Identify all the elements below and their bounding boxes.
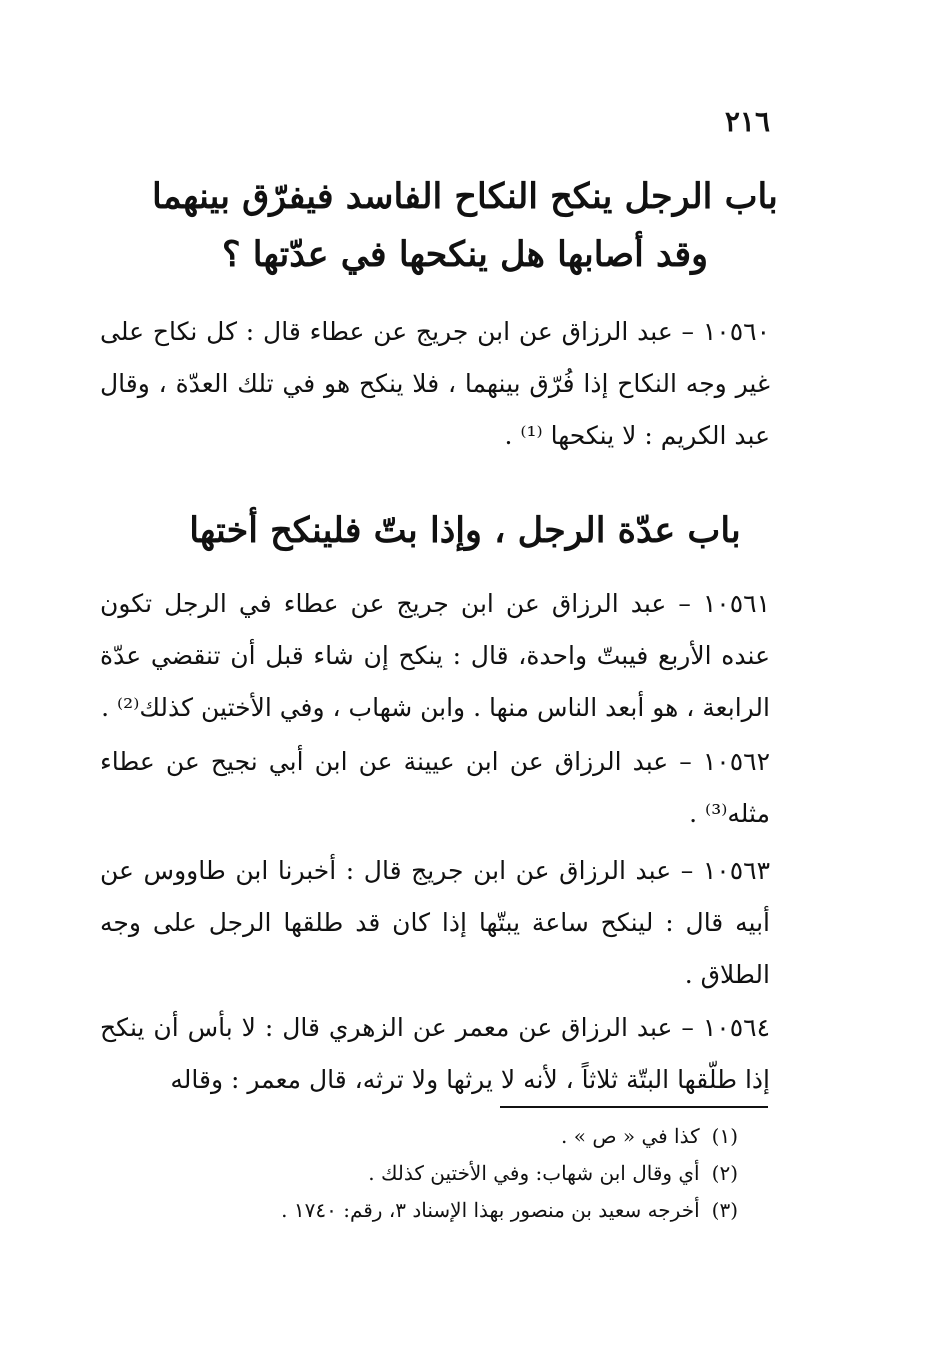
footnote-divider <box>500 1106 768 1108</box>
chapter-heading-1: باب الرجل ينكح النكاح الفاسد فيفرّق بينهما وقد أصابها هل ينكحها في عدّتها ؟ <box>152 176 778 275</box>
footnote-1 <box>150 1118 738 1155</box>
footnote-text: أخرجه سعيد بن منصور بهذا الإسناد ٣، رقم: ١٧٤٠ . <box>281 1198 700 1222</box>
footnote-text: كذا في « ص » . <box>561 1124 700 1148</box>
footnote-3 <box>150 1192 738 1229</box>
page-number: ٢١٦ <box>724 105 770 138</box>
footnote-number: (٣) <box>711 1198 738 1222</box>
footnote-number: (٢) <box>711 1161 738 1185</box>
hadith-10564: ١٠٥٦٤ – عبد الرزاق عن معمر عن الزهري قال : لا بأس أن ينكح إذا طلّقها البتّة ثلاثاً ، لأنه لا يرثها ولا ترثه، قال معمر : وقاله <box>100 1013 770 1094</box>
hadith-10562: ١٠٥٦٢ – عبد الرزاق عن ابن عيينة عن ابن أبي نجيح عن عطاء مثله⁽³⁾ . <box>100 747 770 828</box>
hadith-10563: ١٠٥٦٣ – عبد الرزاق عن ابن جريج قال : أخبرنا ابن طاووس عن أبيه قال : لينكح ساعة يبتّها إذا كان قد طلقها الرجل على وجه الطلاق . <box>100 856 770 989</box>
hadith-10560: ١٠٥٦٠ – عبد الرزاق عن ابن جريج عن عطاء قال : كل نكاح على غير وجه النكاح إذا فُرّق بينهما ، فلا ينكح هو في تلك العدّة ، وقال عبد الكريم : لا ينكحها ⁽¹⁾ . <box>100 317 770 450</box>
footnote-2 <box>150 1155 738 1192</box>
footnote-text: أي وقال ابن شهاب: وفي الأختين كذلك . <box>368 1161 700 1185</box>
hadith-10561: ١٠٥٦١ – عبد الرزاق عن ابن جريج عن عطاء في الرجل تكون عنده الأربع فيبتّ واحدة، قال : ينكح إن شاء قبل أن تنقضي عدّة الرابعة ، هو أبعد الناس منها . وابن شهاب ، وفي الأختين كذلك⁽²⁾ . <box>100 589 770 722</box>
footnotes <box>150 1118 738 1229</box>
chapter-heading-2: باب عدّة الرجل ، وإذا بتّ فلينكح أختها <box>189 510 741 551</box>
footnote-number: (١) <box>711 1124 738 1148</box>
